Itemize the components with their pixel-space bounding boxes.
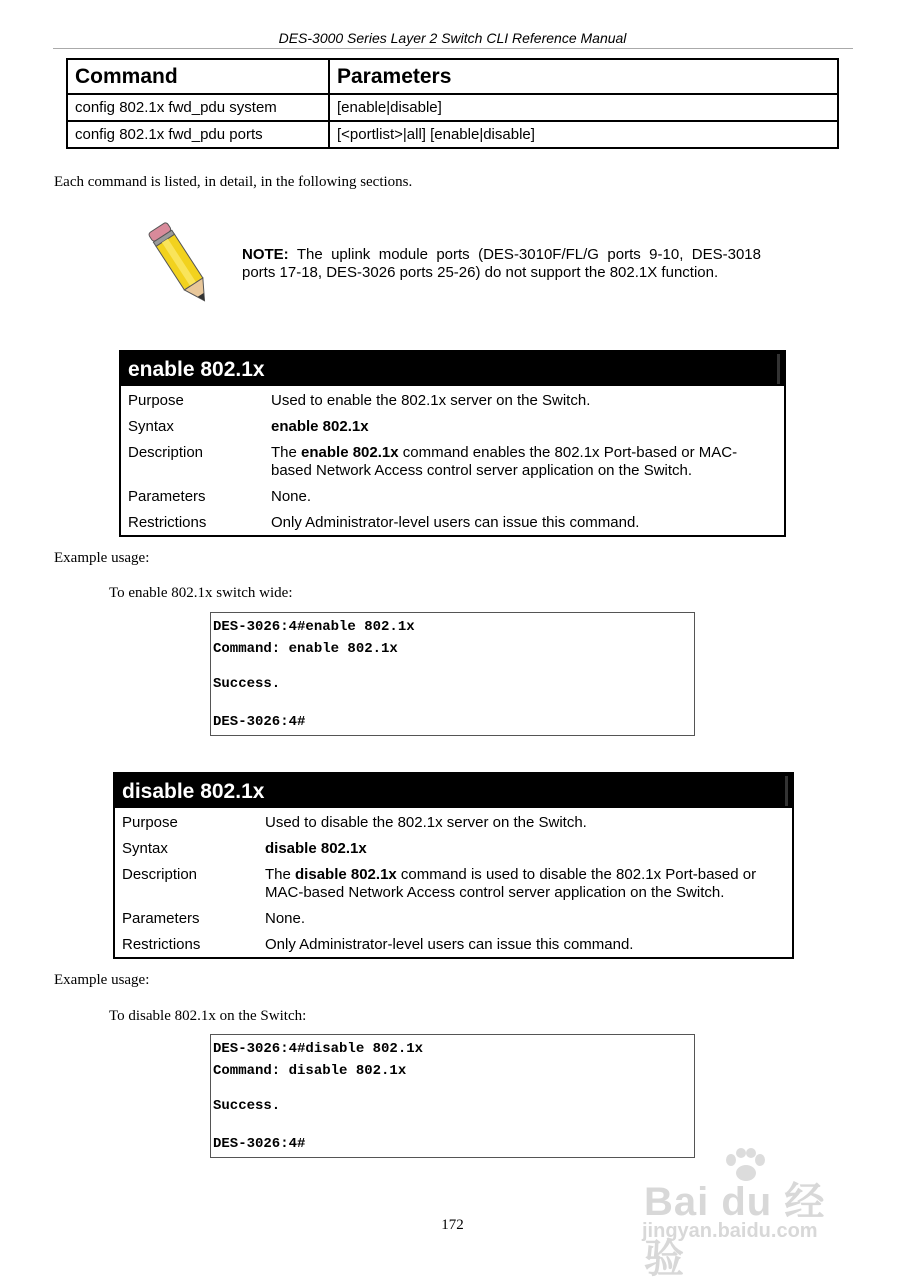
command-title: enable 802.1x bbox=[121, 352, 784, 386]
example-label: Example usage: bbox=[54, 972, 150, 988]
table-header-row bbox=[67, 59, 838, 94]
example-label: Example usage: bbox=[54, 550, 150, 566]
parameters-row: Parameters None. bbox=[128, 488, 312, 505]
command-table bbox=[66, 58, 839, 149]
command-title: disable 802.1x bbox=[115, 774, 792, 808]
column-header-parameters: Parameters bbox=[329, 59, 838, 94]
intro-text: Each command is listed, in detail, in the following sections. bbox=[54, 174, 413, 190]
code-line: Command: enable 802.1x bbox=[213, 641, 398, 657]
enable-command-table bbox=[119, 350, 786, 537]
page-header: DES-3000 Series Layer 2 Switch CLI Reference Manual bbox=[278, 30, 627, 46]
example-intro: To disable 802.1x on the Switch: bbox=[109, 1008, 307, 1024]
note-label: NOTE: bbox=[242, 246, 289, 263]
purpose-row: Purpose Used to disable the 802.1x server on the Switch. bbox=[122, 814, 587, 831]
restrictions-row: Restrictions Only Administrator-level users can issue this command. bbox=[128, 514, 640, 531]
table-cell: config 802.1x fwd_pdu ports bbox=[67, 121, 329, 148]
code-example-box bbox=[210, 1034, 695, 1158]
code-line: Success. bbox=[213, 1098, 281, 1114]
watermark-url: jingyan.baidu.com bbox=[642, 1220, 818, 1242]
purpose-row: Purpose Used to enable the 802.1x server on the Switch. bbox=[128, 392, 591, 409]
column-header-command: Command bbox=[67, 59, 329, 94]
table-cell: config 802.1x fwd_pdu system bbox=[67, 94, 329, 121]
pencil-icon bbox=[140, 213, 220, 313]
code-line: DES-3026:4# bbox=[213, 714, 306, 730]
syntax-row: Syntax disable 802.1x bbox=[122, 840, 367, 857]
code-line: DES-3026:4# bbox=[213, 1136, 306, 1152]
disable-command-table bbox=[113, 772, 794, 959]
code-line: Command: disable 802.1x bbox=[213, 1063, 407, 1079]
table-cell: [enable|disable] bbox=[329, 94, 838, 121]
description-row: Description The enable 802.1x command enables the 802.1x Port-based or MAC-based Network Access control server application on the Switch. bbox=[128, 444, 738, 479]
code-line: DES-3026:4#enable 802.1x bbox=[213, 619, 415, 635]
code-example-box bbox=[210, 612, 695, 736]
example-intro: To enable 802.1x switch wide: bbox=[109, 585, 293, 601]
code-line: DES-3026:4#disable 802.1x bbox=[213, 1041, 424, 1057]
restrictions-row: Restrictions Only Administrator-level users can issue this command. bbox=[122, 936, 634, 953]
code-line: Success. bbox=[213, 676, 281, 692]
parameters-row: Parameters None. bbox=[122, 910, 306, 927]
table-cell: [<portlist>|all] [enable|disable] bbox=[329, 121, 838, 148]
note-text bbox=[242, 246, 761, 282]
page-number: 172 bbox=[441, 1217, 464, 1233]
description-row: Description The disable 802.1x command is used to disable the 802.1x Port-based or MAC-based Network Access control server application on the Switch. bbox=[122, 866, 757, 901]
note-body: The uplink module ports (DES-3010F/FL/G ports 9-10, DES-3018 ports 17-18, DES-3026 ports 25-26) do not support the 802.1X function. bbox=[242, 246, 761, 281]
syntax-row: Syntax enable 802.1x bbox=[128, 418, 369, 435]
watermark-brand: Bai du 经验 bbox=[644, 1180, 826, 1281]
header-divider bbox=[53, 48, 853, 49]
table-row bbox=[67, 94, 838, 121]
table-row bbox=[67, 121, 838, 148]
